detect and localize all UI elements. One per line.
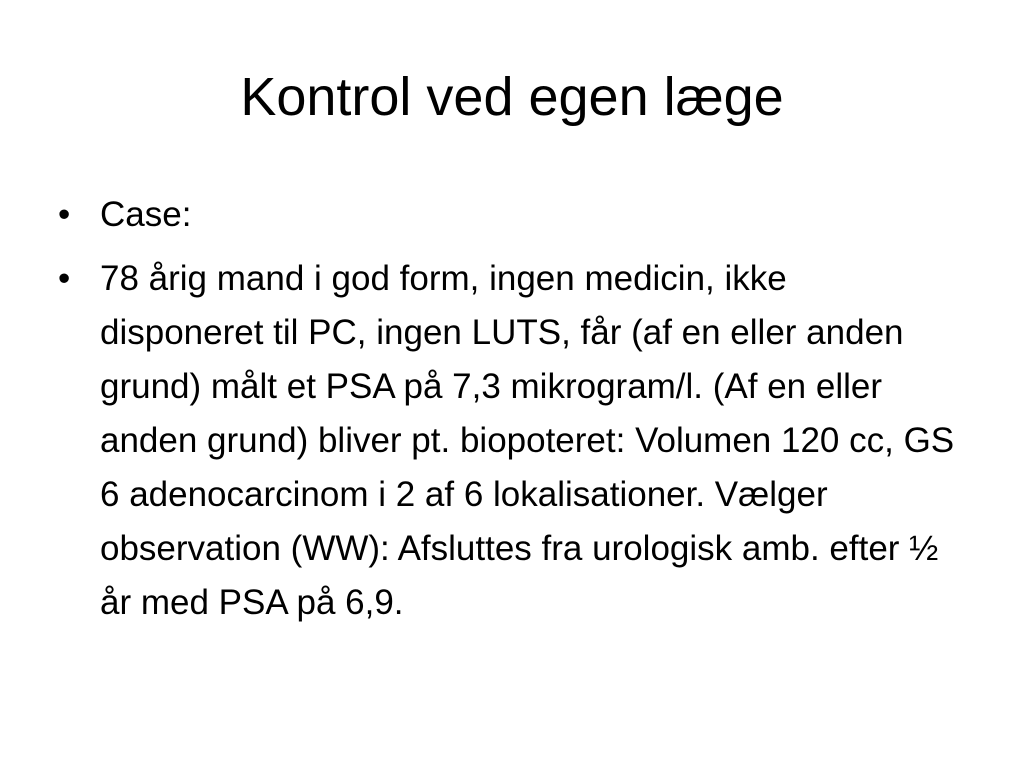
- bullet-list: [58, 188, 958, 640]
- bullet-item-case-description: [58, 252, 958, 630]
- bullet-icon: •: [58, 259, 71, 298]
- bullet-text: Case:: [100, 195, 192, 234]
- bullet-text: 78 årig mand i god form, ingen medicin, ikke disponeret til PC, ingen LUTS, får (af en eller anden grund) målt et PSA på 7,3 mikrogram/l. (Af en eller anden grund) bliver pt. biopoteret: Volumen 120 cc, GS 6 adenocarcinom i 2 af 6 lokalisationer. Vælger observation (WW): Afsluttes fra urologisk amb. efter ½ år med PSA på 6,9.: [100, 259, 955, 622]
- slide-title: Kontrol ved egen læge: [240, 67, 784, 127]
- bullet-icon: •: [58, 195, 71, 234]
- bullet-item-case: [58, 188, 958, 242]
